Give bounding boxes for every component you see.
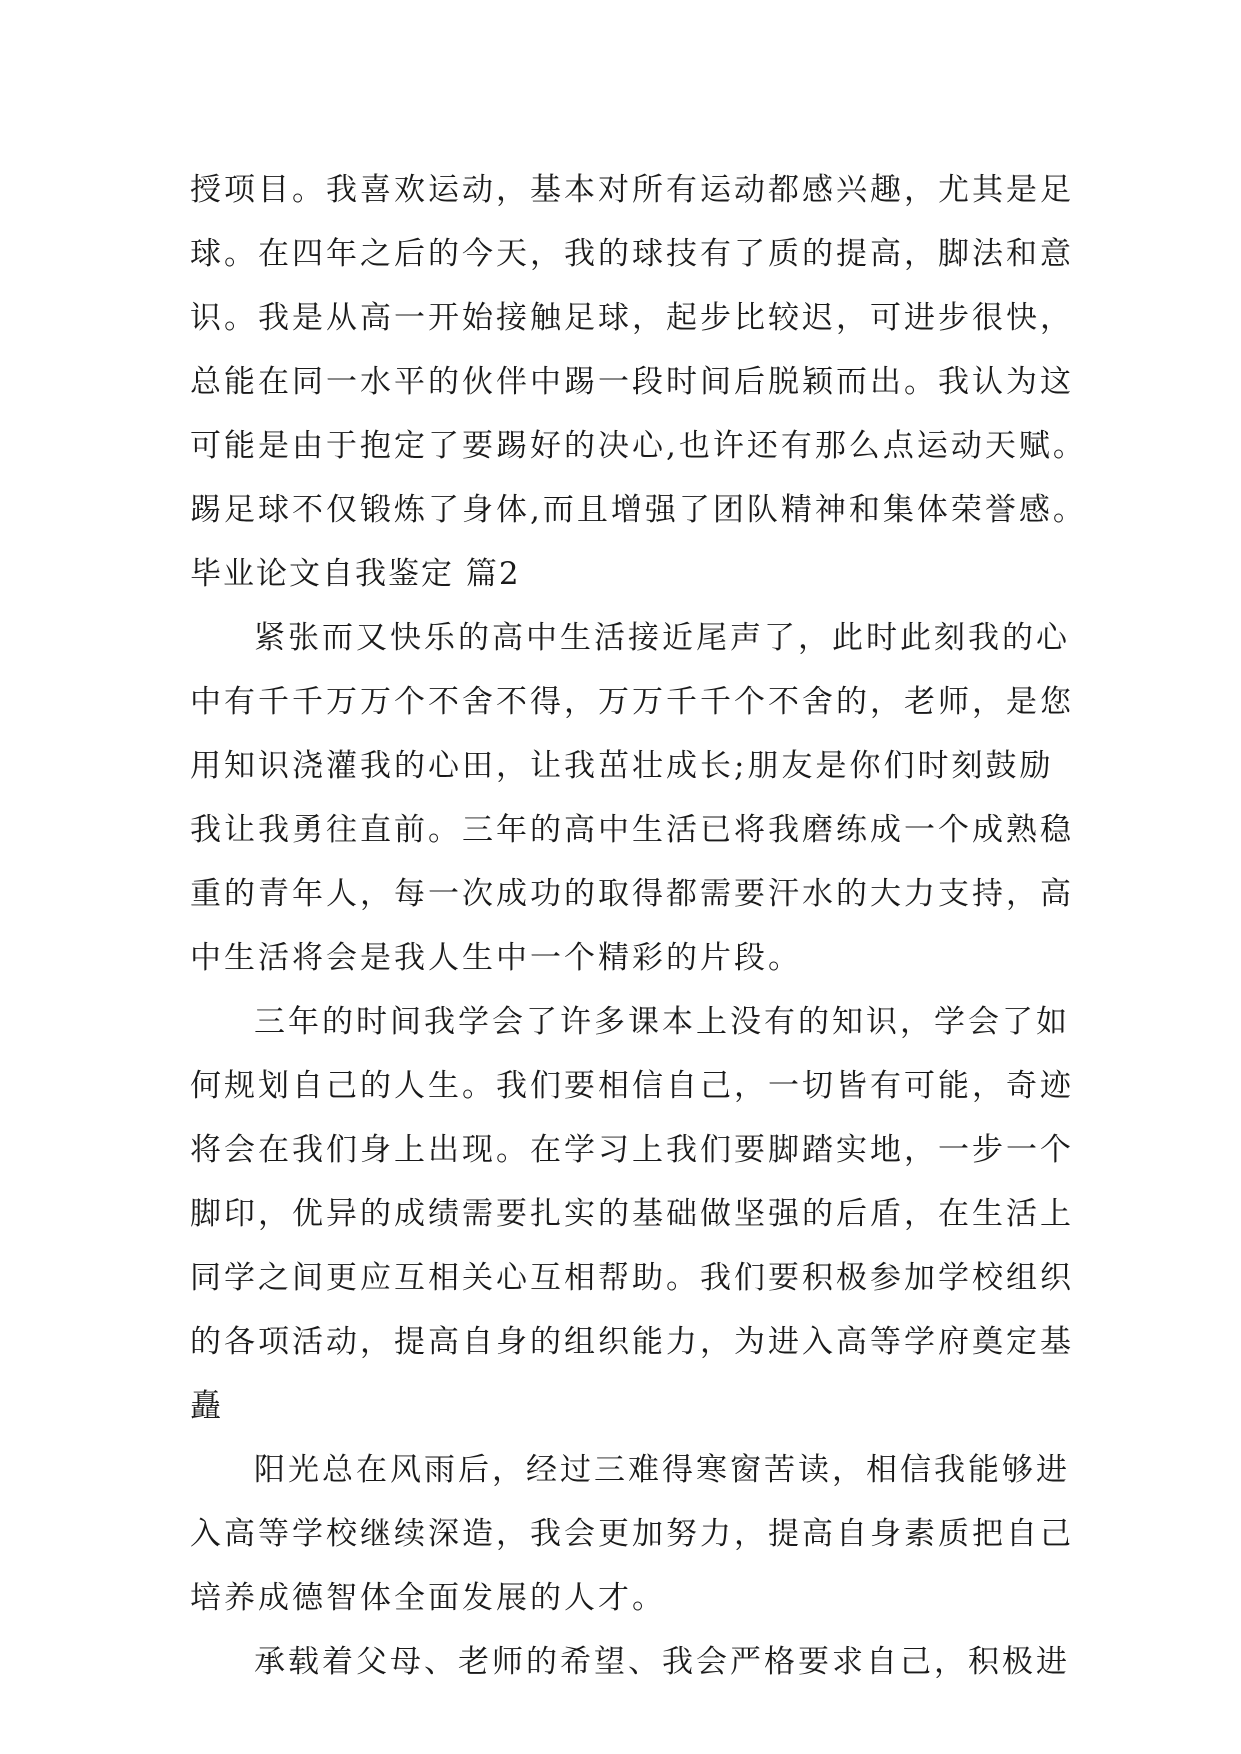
text-line: 授项目。我喜欢运动，基本对所有运动都感兴趣，尤其是足 [190, 172, 1074, 208]
text-line: 踢足球不仅锻炼了身体,而且增强了团队精神和集体荣誉感。 [190, 492, 1087, 528]
text-line: 我让我勇往直前。三年的高中生活已将我磨练成一个成熟稳 [190, 812, 1074, 848]
text-line: 同学之间更应互相关心互相帮助。我们要积极参加学校组织 [190, 1260, 1074, 1296]
paragraph-first-line: 阳光总在风雨后，经过三难得寒窗苦读，相信我能够进 [254, 1452, 1070, 1488]
section-heading: 毕业论文自我鉴定 篇2 [190, 556, 521, 592]
text-line: 中生活将会是我人生中一个精彩的片段。 [190, 940, 802, 976]
text-line: 培养成德智体全面发展的人才。 [190, 1580, 666, 1616]
text-line: 的各项活动，提高自身的组织能力，为进入高等学府奠定基 [190, 1324, 1074, 1360]
paragraph-first-line: 三年的时间我学会了许多课本上没有的知识，学会了如 [254, 1004, 1070, 1040]
text-line: 将会在我们身上出现。在学习上我们要脚踏实地，一步一个 [190, 1132, 1074, 1168]
text-line: 矗 [190, 1388, 224, 1424]
text-line: 用知识浇灌我的心田，让我茁壮成长;朋友是你们时刻鼓励 [190, 748, 1054, 784]
text-line: 重的青年人，每一次成功的取得都需要汗水的大力支持，高 [190, 876, 1074, 912]
text-line: 识。我是从高一开始接触足球，起步比较迟，可进步很快， [190, 300, 1074, 336]
text-line: 入高等学校继续深造，我会更加努力，提高自身素质把自己 [190, 1516, 1074, 1552]
paragraph-first-line: 紧张而又快乐的高中生活接近尾声了，此时此刻我的心 [254, 620, 1070, 656]
text-line: 脚印，优异的成绩需要扎实的基础做坚强的后盾，在生活上 [190, 1196, 1074, 1232]
text-line: 何规划自己的人生。我们要相信自己，一切皆有可能，奇迹 [190, 1068, 1074, 1104]
text-line: 球。在四年之后的今天，我的球技有了质的提高，脚法和意 [190, 236, 1074, 272]
text-line: 可能是由于抱定了要踢好的决心,也许还有那么点运动天赋。 [190, 428, 1087, 464]
text-line: 总能在同一水平的伙伴中踢一段时间后脱颖而出。我认为这 [190, 364, 1074, 400]
text-line: 中有千千万万个不舍不得，万万千千个不舍的，老师，是您 [190, 684, 1074, 720]
document-body [190, 158, 1087, 1694]
paragraph-first-line: 承载着父母、老师的希望、我会严格要求自己，积极进 [254, 1644, 1070, 1680]
